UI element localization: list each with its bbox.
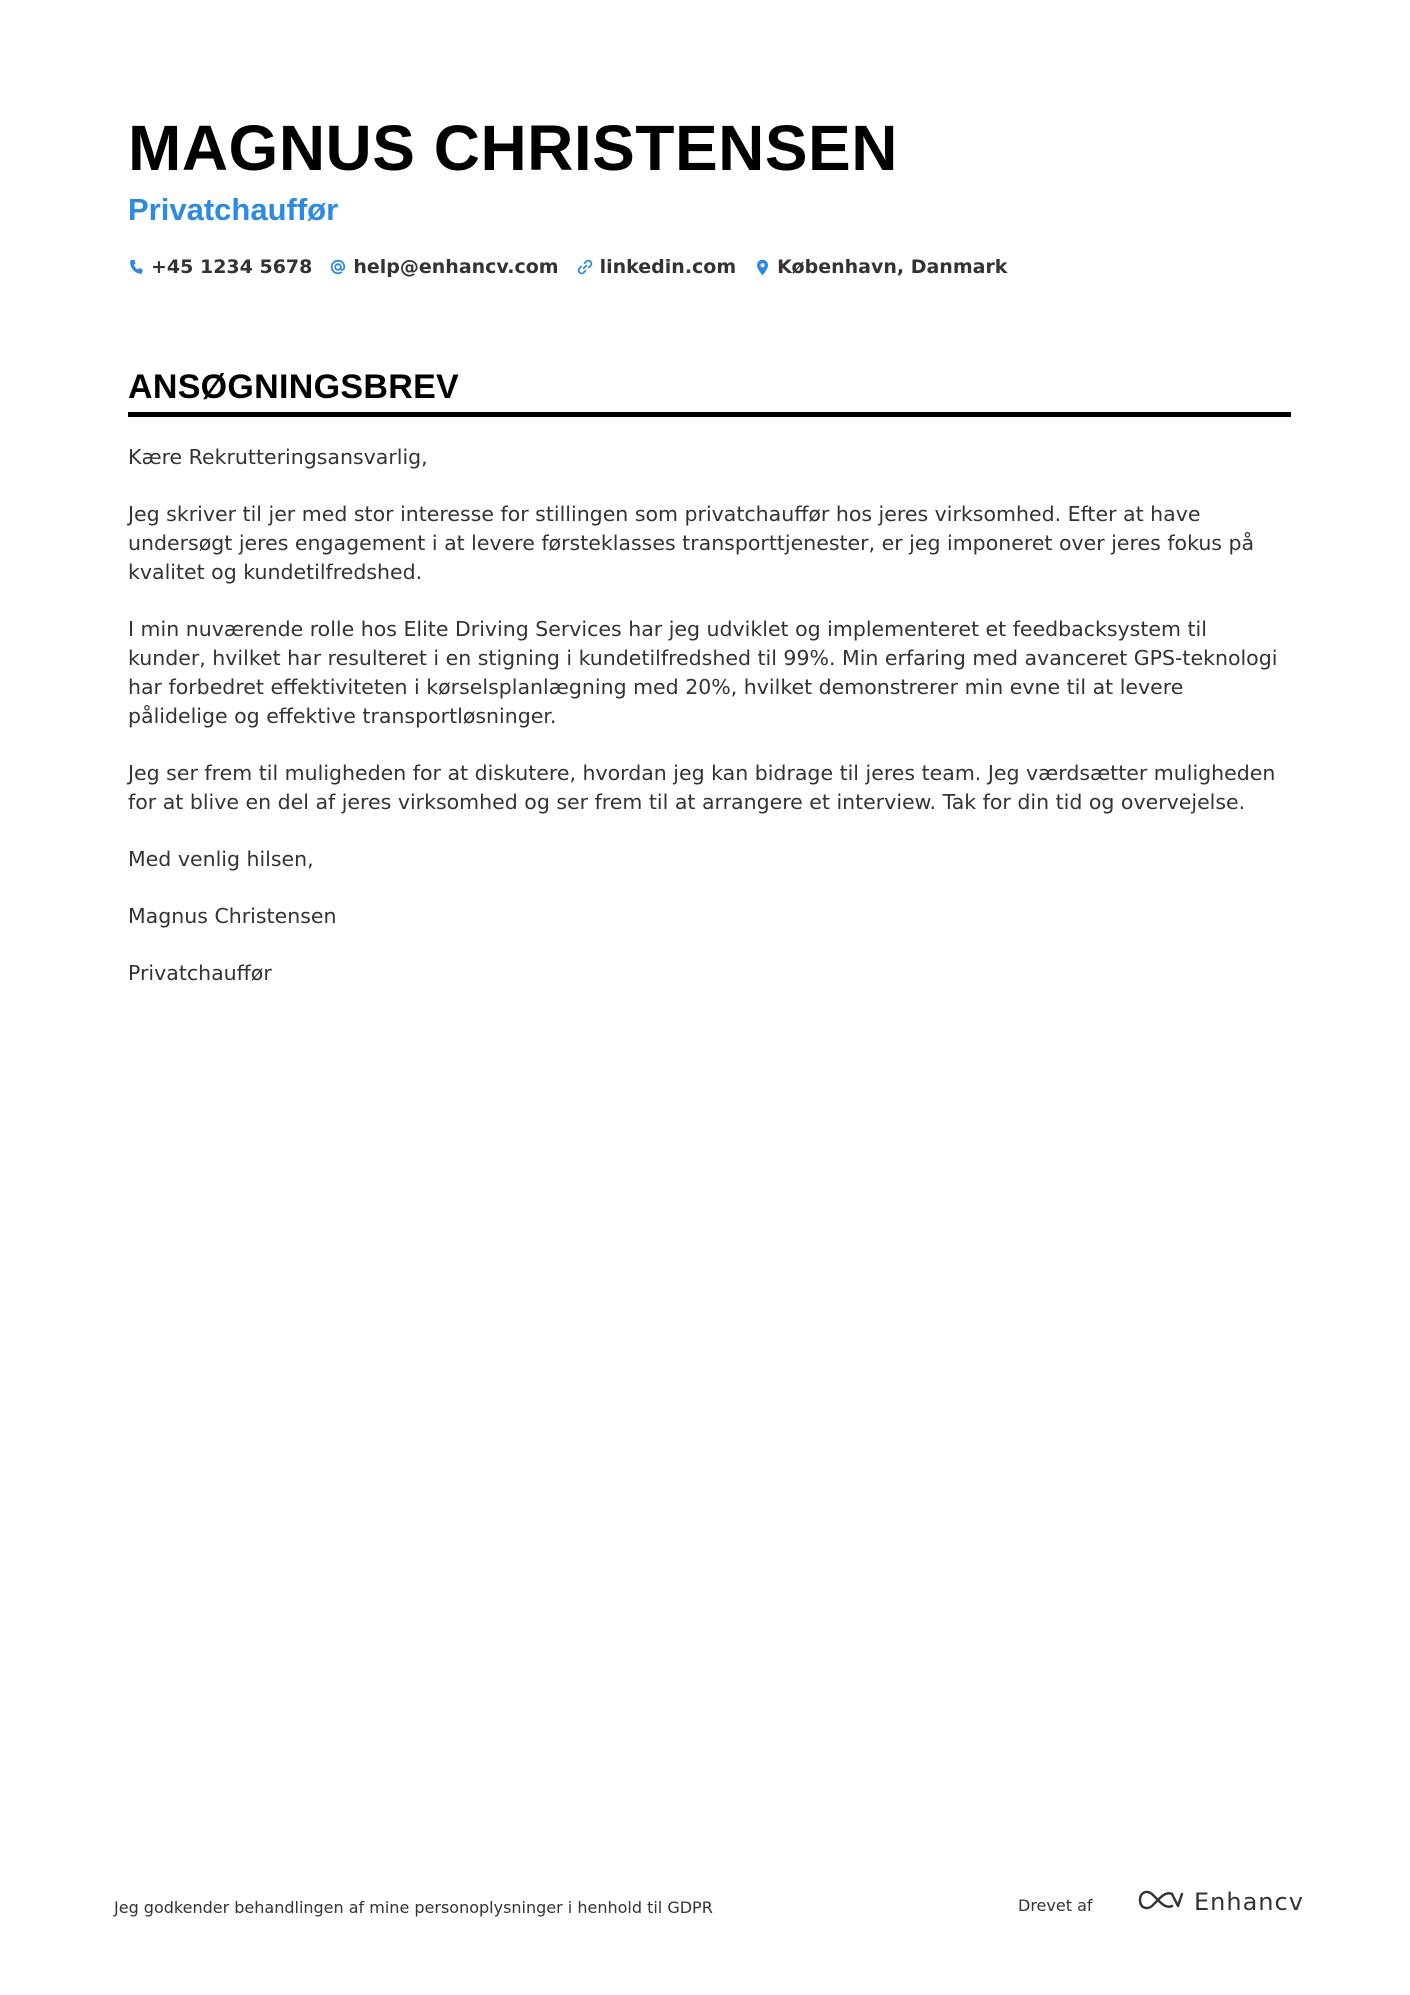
powered-by-label: Drevet af — [1018, 1896, 1093, 1915]
letter-salutation: Kære Rekrutteringsansvarlig, — [128, 445, 428, 469]
letter-paragraph: I min nuværende rolle hos Elite Driving Services har jeg udviklet og implementeret et feedbacksystem til kunder, hvilket har resulteret i en stigning i kundetilfredshed til 99%. Min erfaring med avanceret GPS-teknologi har forbedret effektiviteten i kørselsplanlægning med 20%, hvilket demonstrerer min evne til at levere pålidelige og effektive transportløsninger. — [128, 617, 1278, 728]
contact-location — [754, 256, 1007, 278]
contact-email[interactable] — [330, 256, 558, 278]
header — [128, 112, 1288, 278]
contact-linkedin-text: linkedin.com — [599, 256, 737, 278]
link-icon — [577, 258, 593, 276]
contact-email-text: help@enhancv.com — [353, 256, 559, 278]
enhancv-logo-icon — [1138, 1888, 1184, 1916]
gdpr-consent-text: Jeg godkender behandlingen af mine personoplysninger i henhold til GDPR — [114, 1898, 713, 1917]
letter-closing: Med venlig hilsen, — [128, 847, 314, 871]
enhancv-brand-name: Enhancv — [1194, 1888, 1304, 1916]
contact-phone-text: +45 1234 5678 — [151, 256, 313, 278]
contact-linkedin[interactable] — [577, 256, 737, 278]
letter-body — [128, 443, 1278, 988]
contact-bar — [128, 256, 1288, 278]
job-title: Privatchauffør — [128, 192, 339, 227]
footer — [114, 1888, 1304, 1928]
cover-letter-section — [128, 366, 1291, 1016]
signature-title: Privatchauffør — [128, 961, 272, 985]
applicant-name: MAGNUS CHRISTENSEN — [128, 112, 898, 184]
letter-paragraph: Jeg skriver til jer med stor interesse for stillingen som privatchauffør hos jeres virksomhed. Efter at have undersøgt jeres engagement i at levere førsteklasses transporttjenester, er jeg imponeret over jeres fokus på kvalitet og kundetilfredshed. — [128, 502, 1255, 584]
enhancv-logo[interactable] — [1138, 1888, 1304, 1916]
at-icon — [330, 258, 346, 276]
contact-location-text: København, Danmark — [777, 256, 1008, 278]
section-title: ANSØGNINGSBREV — [128, 368, 460, 406]
signature-name: Magnus Christensen — [128, 904, 337, 928]
location-pin-icon — [754, 258, 770, 276]
phone-icon — [128, 258, 144, 276]
section-divider — [128, 412, 1291, 417]
letter-paragraph: Jeg ser frem til muligheden for at diskutere, hvordan jeg kan bidrage til jeres team. Jeg værdsætter muligheden for at blive en del af jeres virksomhed og ser frem til at arrangere et interview. Tak for din tid og overvejelse. — [128, 761, 1276, 814]
contact-phone — [128, 256, 312, 278]
